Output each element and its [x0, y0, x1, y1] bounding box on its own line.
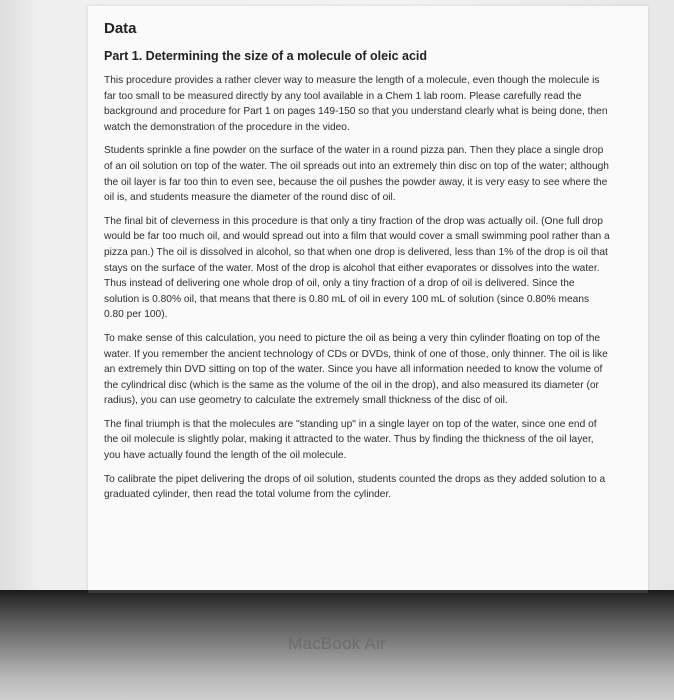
laptop-brand-label: MacBook Air: [288, 634, 386, 653]
part-title: Part 1. Determining the size of a molecule of oleic acid: [104, 49, 428, 63]
paragraph-calibration: To calibrate the pipet delivering the drops of oil solution, students counted the drops as they added solution to a graduated cylinder, then read the total volume from the cylinder.: [104, 473, 606, 501]
paragraph-cleverness: The final bit of cleverness in this procedure is that only a tiny fraction of the drop was actually oil. (One full drop would be far too much oil, and would spread out into a film that would cover a small swimming pool rather than a pizza pan.) The oil is dissolved in alcohol, so that when one drop is delivered, less than 1% of the drop is oil that stays on the surface of the water. Most of the drop is alcohol that either evaporates or dissolves into the water. Thus instead of delivering one whole drop of oil, only a tiny fraction of a drop of oil is delivered. Since the solution is 0.80% oil, that means that there is 0.80 mL of oil in every 100 mL of solution (since 0.80% means 0.80 per 100).: [104, 215, 610, 321]
paragraph-triumph: The final triumph is that the molecules are "standing up" in a single layer on top of the water, since one end of the oil molecule is slightly polar, making it attracted to the water. Thus by finding the thickness of the oil layer, you have actually found the length of the oil molecule.: [104, 418, 597, 462]
paragraph-procedure: Students sprinkle a fine powder on the surface of the water in a round pizza pan. Then they place a single drop of an oil solution on top of the water. The oil spreads out into an extremely thin disc on top of the water; although the oil layer is far too thin to even see, because the oil pushes the powder away, it is very easy to see where the oil is, and students measure the diameter of the round disc of oil.: [104, 145, 609, 204]
document-content: [104, 20, 610, 511]
document-heading: Data: [104, 20, 137, 37]
paragraph-intro: This procedure provides a rather clever way to measure the length of a molecule, even though the molecule is far too small to be measured directly by any tool available in a Chem 1 lab room. Please carefully read the background and procedure for Part 1 on pages 149-150 so that you understand clearly what is being done, then watch the demonstration of the procedure in the video.: [104, 75, 608, 133]
screen-edge: [88, 590, 648, 593]
paragraph-calculation: To make sense of this calculation, you need to picture the oil as being a very thin cylinder floating on top of the water. If you remember the ancient technology of CDs or DVDs, think of one of those, only thinner. The oil is like an extremely thin DVD sitting on top of the water. Since you have all information needed to know the volume of the cylindrical disc (which is the same as the volume of the oil in the drop), and also measured its diameter (or radius), you can use geometry to calculate the extremely small thickness of the disc of oil.: [104, 332, 608, 407]
document-page: [88, 6, 648, 590]
